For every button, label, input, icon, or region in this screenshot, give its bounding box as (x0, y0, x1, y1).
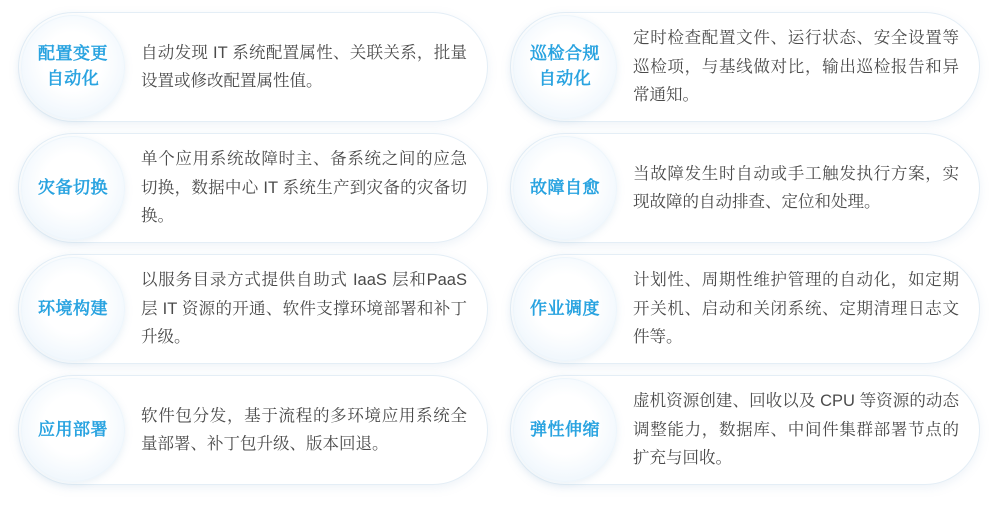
capability-badge (513, 257, 617, 361)
capability-card[interactable] (18, 254, 488, 364)
capability-badge (513, 378, 617, 482)
capability-title-line: 故障自愈 (530, 177, 600, 197)
capability-badge (513, 136, 617, 240)
capability-badge (21, 15, 125, 119)
capability-card[interactable] (510, 254, 980, 364)
capability-title-line: 弹性伸缩 (530, 419, 600, 439)
capability-description: 单个应用系统故障时主、备系统之间的应急切换，数据中心 IT 系统生产到灾备的灾备切换。 (141, 150, 467, 226)
capability-card[interactable] (18, 133, 488, 243)
capability-description: 以服务目录方式提供自助式 IaaS 层和PaaS 层 IT 资源的开通、软件支撑环境部署和补丁升级。 (141, 271, 467, 347)
capability-description: 定时检查配置文件、运行状态、安全设置等巡检项，与基线做对比，输出巡检报告和异常通知。 (633, 29, 959, 105)
capability-title-line: 作业调度 (530, 298, 600, 318)
capability-title-line: 配置变更 (38, 44, 108, 64)
capability-badge (21, 136, 125, 240)
capability-description: 软件包分发，基于流程的多环境应用系统全量部署、补丁包升级、版本回退。 (141, 406, 467, 453)
capability-badge (21, 257, 125, 361)
capability-card[interactable] (510, 133, 980, 243)
capability-title-line: 环境构建 (38, 298, 108, 318)
capability-title-line: 应用部署 (38, 419, 108, 439)
capability-badge (21, 378, 125, 482)
capability-title-line: 自动化 (46, 69, 100, 88)
capability-card[interactable] (18, 12, 488, 122)
capability-card-grid (18, 12, 982, 493)
capability-card[interactable] (510, 375, 980, 485)
capability-title-line: 灾备切换 (38, 177, 108, 197)
capability-badge (513, 15, 617, 119)
capability-description: 计划性、周期性维护管理的自动化，如定期开关机、启动和关闭系统、定期清理日志文件等。 (633, 271, 959, 347)
capability-description: 虚机资源创建、回收以及 CPU 等资源的动态调整能力，数据库、中间件集群部署节点的扩充与回收。 (633, 392, 959, 468)
capability-card[interactable] (18, 375, 488, 485)
capability-title-line: 巡检合规 (530, 44, 600, 64)
capability-description: 当故障发生时自动或手工触发执行方案，实现故障的自动排查、定位和处理。 (633, 164, 959, 211)
capability-description: 自动发现 IT 系统配置属性、关联关系，批量设置或修改配置属性值。 (141, 43, 467, 90)
capability-card[interactable] (510, 12, 980, 122)
capability-title-line: 自动化 (538, 69, 592, 88)
